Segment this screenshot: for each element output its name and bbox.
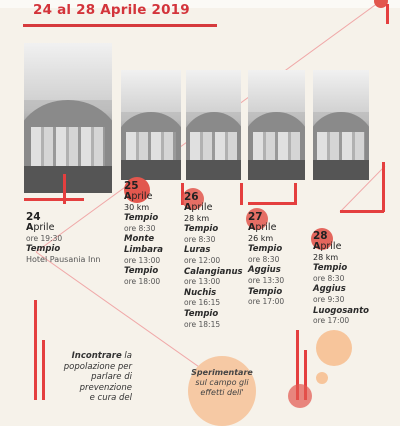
stop-town: Tempio <box>248 244 283 255</box>
photo-luogosanto <box>313 70 369 180</box>
decor-circle-red <box>288 384 312 408</box>
right-horizontal-line <box>340 210 384 213</box>
photo-tempio-town <box>24 43 112 193</box>
stop-town: Monte Limbara <box>124 234 163 255</box>
stop-time: ore 13:00 <box>124 255 161 265</box>
stop-time: ore 19:30 <box>26 233 63 243</box>
day-distance: 28 km <box>313 252 339 262</box>
incontrare-rest-4: e cura del <box>89 393 132 404</box>
stop-town: Tempio <box>184 224 219 235</box>
photo-village <box>186 70 241 180</box>
stop-town: Luras <box>184 245 211 256</box>
day-number: 27 <box>248 211 263 223</box>
day-month: Aprile <box>313 241 342 252</box>
stop-town: Tempio <box>124 266 159 277</box>
stop-time: ore 16:15 <box>184 298 221 308</box>
stop-town: Aggius <box>248 265 281 276</box>
left-vertical-line-a <box>34 300 37 400</box>
stop-time: ore 8:30 <box>124 223 156 233</box>
stop-time: ore 8:30 <box>184 234 216 244</box>
incontrare-text <box>56 351 132 404</box>
stop-time: ore 13:00 <box>184 277 221 287</box>
sperimentare-line-1: Sperimentare <box>191 368 253 377</box>
stop-time: ore 9:30 <box>313 294 345 304</box>
stop-time: ore 17:00 <box>248 297 285 307</box>
hotel-name: Hotel Pausania Inn <box>26 254 101 264</box>
stop-time: ore 12:00 <box>184 255 221 265</box>
stop-time: ore 18:00 <box>124 276 161 286</box>
photo-monte-limbara <box>121 70 181 180</box>
day-27 <box>248 212 304 308</box>
day-number: 25 <box>124 180 139 192</box>
day-number: 26 <box>184 191 199 203</box>
stop-town: Nuchis <box>184 287 217 298</box>
top-right-vertical-line <box>386 4 389 24</box>
stop-time: ore 13:30 <box>248 275 285 285</box>
horizontal-line-1 <box>24 198 84 201</box>
horizontal-line-4 <box>248 202 296 205</box>
sperimentare-line-2: sul campo gli <box>195 378 249 387</box>
stop-town: Tempio <box>248 286 283 297</box>
decor-circle-small <box>316 372 328 384</box>
day-24 <box>26 212 118 265</box>
day-distance: 26 km <box>248 233 274 243</box>
stop-time: ore 8:30 <box>248 254 280 264</box>
day-month: Aprile <box>124 191 153 202</box>
stop-time: ore 18:15 <box>184 319 221 329</box>
sperimentare-circle <box>188 356 256 426</box>
stop-town: Luogosanto <box>313 305 369 316</box>
left-vertical-line-b <box>42 340 45 400</box>
right-vertical-line <box>382 162 385 212</box>
sperimentare-line-3: effetti dell' <box>200 388 244 397</box>
day-26 <box>184 192 246 330</box>
stop-town: Tempio <box>313 263 348 274</box>
stop-time: ore 17:00 <box>313 316 350 326</box>
stop-time: ore 8:30 <box>313 273 345 283</box>
stop-town: Calangianus <box>184 266 243 277</box>
incontrare-lead: Incontrare <box>71 351 122 361</box>
day-number: 28 <box>313 230 328 242</box>
day-month: Aprile <box>248 222 277 233</box>
date-range: 24 al 28 Aprile 2019 <box>33 2 190 18</box>
day-distance: 28 km <box>184 213 210 223</box>
incontrare-rest-3: prevenzione <box>79 382 132 393</box>
day-25 <box>124 181 180 287</box>
day-distance: 30 km <box>124 202 150 212</box>
incontrare-rest-2: parlare di <box>91 372 132 383</box>
day-month: Aprile <box>184 202 213 213</box>
day-28 <box>313 231 383 327</box>
decor-circle-large <box>316 330 352 366</box>
day-number: 24 <box>26 211 41 223</box>
stop-town: Tempio <box>184 308 219 319</box>
stop-town: Tempio <box>26 244 61 255</box>
day-month: Aprile <box>26 222 55 233</box>
incontrare-rest-1: la popolazione per <box>63 351 132 372</box>
stop-town: Tempio <box>124 213 159 224</box>
stop-town: Aggius <box>313 284 346 295</box>
photo-aggius <box>248 70 305 180</box>
